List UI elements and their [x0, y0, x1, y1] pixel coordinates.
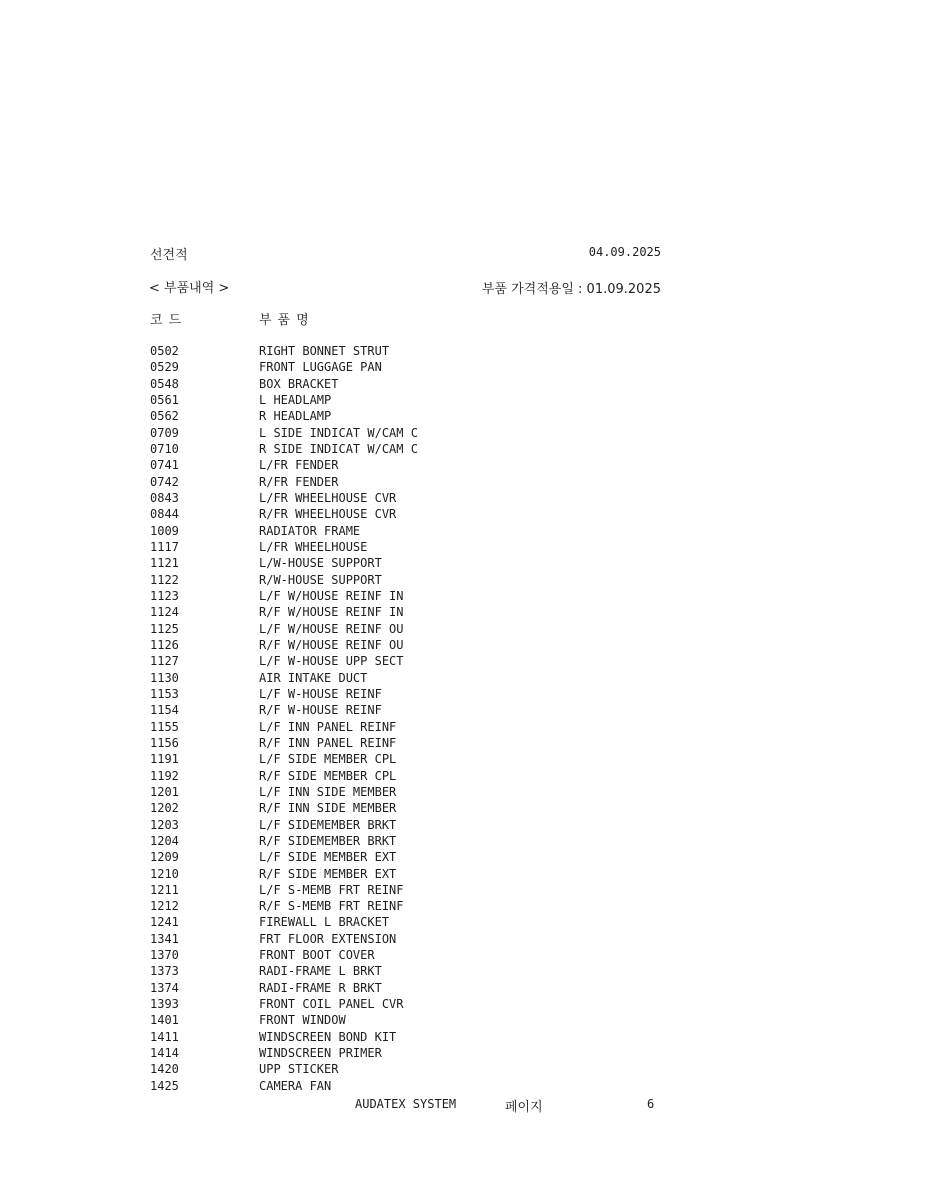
- part-name: L/F W-HOUSE UPP SECT: [259, 654, 404, 669]
- part-name: BOX BRACKET: [259, 376, 339, 391]
- part-code: 0844: [150, 507, 179, 522]
- part-code: 1192: [150, 768, 179, 783]
- part-row: [150, 392, 550, 408]
- part-code: 1153: [150, 686, 179, 701]
- part-name: R/F SIDE MEMBER CPL: [259, 768, 397, 783]
- part-name: L/F W/HOUSE REINF IN: [259, 588, 404, 603]
- part-name: CAMERA FAN: [259, 1078, 332, 1093]
- part-name: R/W-HOUSE SUPPORT: [259, 572, 382, 587]
- part-code: 0710: [150, 441, 179, 456]
- part-name: R SIDE INDICAT W/CAM C: [259, 441, 418, 456]
- part-code: 1009: [150, 523, 179, 538]
- part-code: 1411: [150, 1029, 179, 1044]
- footer-page-label: 페이지: [505, 1100, 543, 1115]
- part-row: [150, 1061, 550, 1077]
- part-row: [150, 572, 550, 588]
- part-code: 1209: [150, 850, 179, 865]
- footer-system: AUDATEX SYSTEM: [355, 1097, 457, 1111]
- part-code: 0502: [150, 344, 179, 358]
- part-row: [150, 376, 550, 392]
- column-header-code: 코드: [150, 313, 188, 328]
- part-name: RIGHT BONNET STRUT: [259, 344, 390, 358]
- part-code: 1370: [150, 948, 179, 963]
- part-row: [150, 898, 550, 914]
- part-row: [150, 947, 550, 963]
- part-code: 0562: [150, 409, 179, 424]
- part-row: [150, 914, 550, 930]
- part-name: RADI-FRAME R BRKT: [259, 980, 382, 995]
- part-row: [150, 702, 550, 718]
- parts-list: [150, 343, 550, 1094]
- footer-page-number: 6: [647, 1097, 655, 1111]
- part-code: 1374: [150, 980, 179, 995]
- part-code: 1156: [150, 735, 179, 750]
- part-code: 1401: [150, 1013, 179, 1028]
- part-name: FIREWALL L BRACKET: [259, 915, 390, 930]
- part-code: 1127: [150, 654, 179, 669]
- part-code: 1202: [150, 801, 179, 816]
- part-name: L/FR WHEELHOUSE CVR: [259, 490, 397, 505]
- part-name: FRONT WINDOW: [259, 1013, 346, 1028]
- part-code: 1341: [150, 931, 179, 946]
- part-row: [150, 980, 550, 996]
- part-row: [150, 784, 550, 800]
- part-code: 0843: [150, 490, 179, 505]
- part-code: 1414: [150, 1046, 179, 1061]
- part-row: [150, 539, 550, 555]
- part-code: 1201: [150, 784, 179, 799]
- part-code: 0561: [150, 392, 179, 407]
- part-row: [150, 588, 550, 604]
- part-row: [150, 637, 550, 653]
- part-name: R/F INN SIDE MEMBER: [259, 801, 397, 816]
- part-name: UPP STICKER: [259, 1062, 339, 1077]
- part-name: L/F S-MEMB FRT REINF: [259, 882, 404, 897]
- part-row: [150, 768, 550, 784]
- part-row: [150, 359, 550, 375]
- part-code: 1393: [150, 997, 179, 1012]
- part-row: [150, 833, 550, 849]
- document-title: 선견적: [150, 248, 188, 263]
- part-row: [150, 457, 550, 473]
- part-row: [150, 1045, 550, 1061]
- part-code: 1124: [150, 605, 179, 620]
- part-name: L/FR FENDER: [259, 458, 339, 473]
- part-code: 1212: [150, 899, 179, 914]
- part-name: R/F S-MEMB FRT REINF: [259, 899, 404, 914]
- part-row: [150, 555, 550, 571]
- price-apply-date: 부품 가격적용일 : 01.09.2025: [481, 282, 661, 297]
- part-code: 0709: [150, 425, 179, 440]
- part-code: 1204: [150, 833, 179, 848]
- part-row: [150, 686, 550, 702]
- part-row: [150, 523, 550, 539]
- section-heading: < 부품내역 >: [149, 281, 230, 296]
- part-row: [150, 1078, 550, 1094]
- part-name: RADI-FRAME L BRKT: [259, 964, 382, 979]
- part-code: 1191: [150, 752, 179, 767]
- part-row: [150, 653, 550, 669]
- part-name: FRONT BOOT COVER: [259, 948, 375, 963]
- part-row: [150, 425, 550, 441]
- part-code: 1121: [150, 556, 179, 571]
- part-code: 1125: [150, 621, 179, 636]
- part-code: 1122: [150, 572, 179, 587]
- part-row: [150, 866, 550, 882]
- part-row: [150, 1029, 550, 1045]
- part-name: R/F SIDEMEMBER BRKT: [259, 833, 397, 848]
- part-row: [150, 800, 550, 816]
- part-name: WINDSCREEN BOND KIT: [259, 1029, 397, 1044]
- part-name: L/F SIDEMEMBER BRKT: [259, 817, 397, 832]
- part-code: 1210: [150, 866, 179, 881]
- part-name: R/F W/HOUSE REINF IN: [259, 605, 404, 620]
- part-code: 1373: [150, 964, 179, 979]
- part-name: R/FR FENDER: [259, 474, 339, 489]
- part-name: FRONT COIL PANEL CVR: [259, 997, 404, 1012]
- part-row: [150, 751, 550, 767]
- part-name: L/F SIDE MEMBER CPL: [259, 752, 397, 767]
- part-code: 1420: [150, 1062, 179, 1077]
- part-name: RADIATOR FRAME: [259, 523, 361, 538]
- part-name: R/F W-HOUSE REINF: [259, 703, 382, 718]
- part-code: 0529: [150, 360, 179, 375]
- part-row: [150, 996, 550, 1012]
- part-row: [150, 670, 550, 686]
- part-code: 1154: [150, 703, 179, 718]
- part-row: [150, 604, 550, 620]
- part-row: [150, 931, 550, 947]
- part-name: R/F INN PANEL REINF: [259, 735, 397, 750]
- part-name: L/F W/HOUSE REINF OU: [259, 621, 404, 636]
- part-name: L/F SIDE MEMBER EXT: [259, 850, 397, 865]
- part-row: [150, 506, 550, 522]
- part-code: 1126: [150, 637, 179, 652]
- part-row: [150, 343, 550, 359]
- part-name: L SIDE INDICAT W/CAM C: [259, 425, 418, 440]
- document-date: 04.09.2025: [588, 245, 661, 259]
- part-code: 0741: [150, 458, 179, 473]
- part-row: [150, 490, 550, 506]
- part-name: R/F W/HOUSE REINF OU: [259, 637, 404, 652]
- part-row: [150, 849, 550, 865]
- part-name: R/F SIDE MEMBER EXT: [259, 866, 397, 881]
- part-code: 1130: [150, 670, 179, 685]
- part-row: [150, 963, 550, 979]
- part-code: 1203: [150, 817, 179, 832]
- part-name: R HEADLAMP: [259, 409, 332, 424]
- part-name: R/FR WHEELHOUSE CVR: [259, 507, 397, 522]
- part-name: L/FR WHEELHOUSE: [259, 539, 368, 554]
- part-row: [150, 1012, 550, 1028]
- part-name: FRONT LUGGAGE PAN: [259, 360, 382, 375]
- part-code: 1211: [150, 882, 179, 897]
- part-row: [150, 474, 550, 490]
- part-name: L/F W-HOUSE REINF: [259, 686, 382, 701]
- part-code: 1123: [150, 588, 179, 603]
- part-name: L/F INN SIDE MEMBER: [259, 784, 397, 799]
- part-code: 1155: [150, 719, 179, 734]
- part-row: [150, 735, 550, 751]
- part-code: 0742: [150, 474, 179, 489]
- part-code: 1241: [150, 915, 179, 930]
- part-row: [150, 882, 550, 898]
- part-name: FRT FLOOR EXTENSION: [259, 931, 397, 946]
- part-name: AIR INTAKE DUCT: [259, 670, 368, 685]
- part-code: 1425: [150, 1078, 179, 1093]
- part-row: [150, 719, 550, 735]
- part-code: 1117: [150, 539, 179, 554]
- part-name: L/F INN PANEL REINF: [259, 719, 397, 734]
- part-row: [150, 441, 550, 457]
- part-name: WINDSCREEN PRIMER: [259, 1046, 382, 1061]
- part-row: [150, 621, 550, 637]
- column-header-name: 부품명: [259, 313, 315, 328]
- part-row: [150, 408, 550, 424]
- part-code: 0548: [150, 376, 179, 391]
- part-row: [150, 817, 550, 833]
- part-name: L/W-HOUSE SUPPORT: [259, 556, 382, 571]
- part-name: L HEADLAMP: [259, 392, 332, 407]
